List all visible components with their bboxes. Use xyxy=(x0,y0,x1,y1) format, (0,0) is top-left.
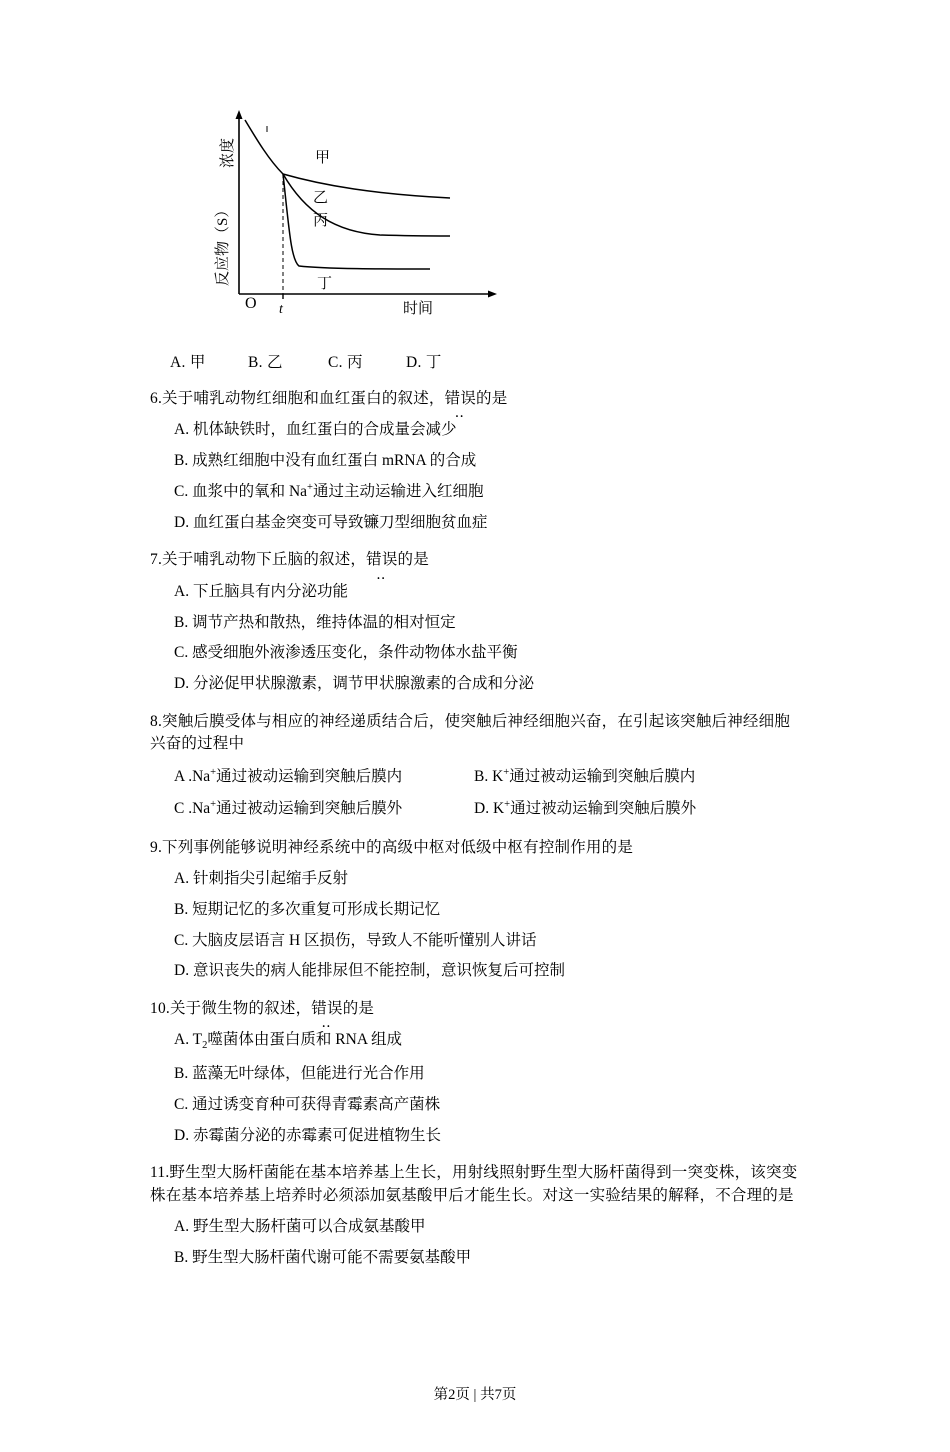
question-6-stem xyxy=(150,388,800,410)
question-9 xyxy=(150,837,800,982)
curve-label-ding: 丁 xyxy=(317,276,333,292)
q8-option-c: C .Na+通过被动运输到突触后膜外 xyxy=(174,799,403,818)
curve-label-yi: 乙 xyxy=(313,190,329,206)
question-10 xyxy=(150,998,800,1146)
q8-option-b: B. K+通过被动运输到突触后膜内 xyxy=(474,766,696,785)
origin-label: O xyxy=(245,295,257,312)
q10-option-d: D. 赤霉菌分泌的赤霉素可促进植物生长 xyxy=(174,1126,441,1144)
curve-label-jia: 甲 xyxy=(315,150,331,166)
q10-stem-post: 的是 xyxy=(342,1000,375,1017)
q6-option-b: B. 成熟红细胞中没有血红蛋白 mRNA 的合成 xyxy=(174,452,477,470)
question-7-stem xyxy=(150,549,800,571)
q8-options-row-1 xyxy=(174,765,800,789)
figure-container xyxy=(150,108,800,338)
concentration-time-graph xyxy=(205,108,545,323)
y-axis-label-2: 反应物（S） xyxy=(215,202,231,286)
q5-option-a: A. 甲 xyxy=(170,354,206,371)
question-11 xyxy=(150,1162,800,1268)
question-10-stem xyxy=(150,998,800,1020)
question-11-stem: 11.野生型大肠杆菌能在基本培养基上生长，用射线照射野生型大肠杆菌得到一突变株，该突变株在基本培养基上培养时必须添加氨基酸甲后才能生长。对这一实验结果的解释，不合理的是 xyxy=(150,1164,798,1204)
q6-option-a: A. 机体缺铁时，血红蛋白的合成量会减少 xyxy=(174,421,457,439)
q5-option-c: C. 丙 xyxy=(328,354,363,371)
q5-options-row xyxy=(170,350,800,372)
q6-stem-pre: 6.关于哺乳动物红细胞和血红蛋白的叙述， xyxy=(150,390,445,407)
q10-stem-emphasis: 错误 ‥ xyxy=(311,998,342,1020)
q9-option-c: C. 大脑皮层语言 H 区损伤，导致人不能听懂别人讲话 xyxy=(174,931,537,949)
q10-option-a: A. $T_2$噬菌体由蛋白质和 RNA 组成 xyxy=(174,1031,403,1052)
q10-stem-pre: 10.关于微生物的叙述， xyxy=(150,1000,312,1017)
question-9-stem: 9.下列事例能够说明神经系统中的高级中枢对低级中枢有控制作用的是 xyxy=(150,838,634,856)
question-7 xyxy=(150,549,800,694)
q8-options-row-2 xyxy=(174,797,800,821)
q7-option-b: B. 调节产热和散热，维持体温的相对恒定 xyxy=(174,613,456,631)
q7-option-c: C. 感受细胞外液渗透压变化，条件动物体水盐平衡 xyxy=(174,644,518,662)
document-page xyxy=(0,108,950,1452)
q8-option-d: D. K+通过被动运输到突触后膜外 xyxy=(474,799,697,818)
q5-option-b: B. 乙 xyxy=(248,354,283,371)
q9-option-b: B. 短期记忆的多次重复可形成长期记忆 xyxy=(174,900,441,918)
tick-label-t: t xyxy=(279,302,283,317)
question-8 xyxy=(150,711,800,821)
q9-option-d: D. 意识丧失的病人能排尿但不能控制，意识恢复后可控制 xyxy=(174,962,565,980)
q11-option-a: A. 野生型大肠杆菌可以合成氨基酸甲 xyxy=(174,1218,426,1236)
q6-stem-emphasis: 错误 ‥ xyxy=(445,388,476,410)
x-axis-label: 时间 xyxy=(403,301,434,317)
q10-option-b: B. 蓝藻无叶绿体，但能进行光合作用 xyxy=(174,1065,425,1083)
graph-svg xyxy=(205,108,545,323)
q11-option-b: B. 野生型大肠杆菌代谢可能不需要氨基酸甲 xyxy=(174,1249,472,1267)
q8-option-a: A .Na+通过被动运输到突触后膜内 xyxy=(174,766,403,785)
curve-label-bing: 丙 xyxy=(313,213,329,229)
y-axis-label: 浓度 xyxy=(220,138,236,169)
page-footer: 第2页 | 共7页 xyxy=(433,1387,517,1403)
q5-option-d: D. 丁 xyxy=(406,354,442,371)
question-8-stem: 8.突触后膜受体与相应的神经递质结合后，使突触后神经细胞兴奋，在引起该突触后神经细胞兴奋的过程中 xyxy=(150,712,791,753)
q7-option-d: D. 分泌促甲状腺激素，调节甲状腺激素的合成和分泌 xyxy=(174,674,534,692)
q7-stem-post: 的是 xyxy=(397,551,429,569)
q7-stem-emphasis: 错误 ‥ xyxy=(366,549,397,571)
q10-option-c: C. 通过诱变育种可获得青霉素高产菌株 xyxy=(174,1096,441,1114)
question-6 xyxy=(150,388,800,533)
q6-option-c: C. 血浆中的氧和 Na+通过主动运输进入红细胞 xyxy=(174,481,484,500)
q7-stem-pre: 7.关于哺乳动物下丘脑的叙述， xyxy=(150,551,367,569)
q6-option-d: D. 血红蛋白基金突变可导致镰刀型细胞贫血症 xyxy=(174,513,488,531)
q7-option-a: A. 下丘脑具有内分泌功能 xyxy=(174,582,348,600)
q6-stem-post: 的是 xyxy=(476,390,508,407)
q9-option-a: A. 针刺指尖引起缩手反射 xyxy=(174,870,348,888)
